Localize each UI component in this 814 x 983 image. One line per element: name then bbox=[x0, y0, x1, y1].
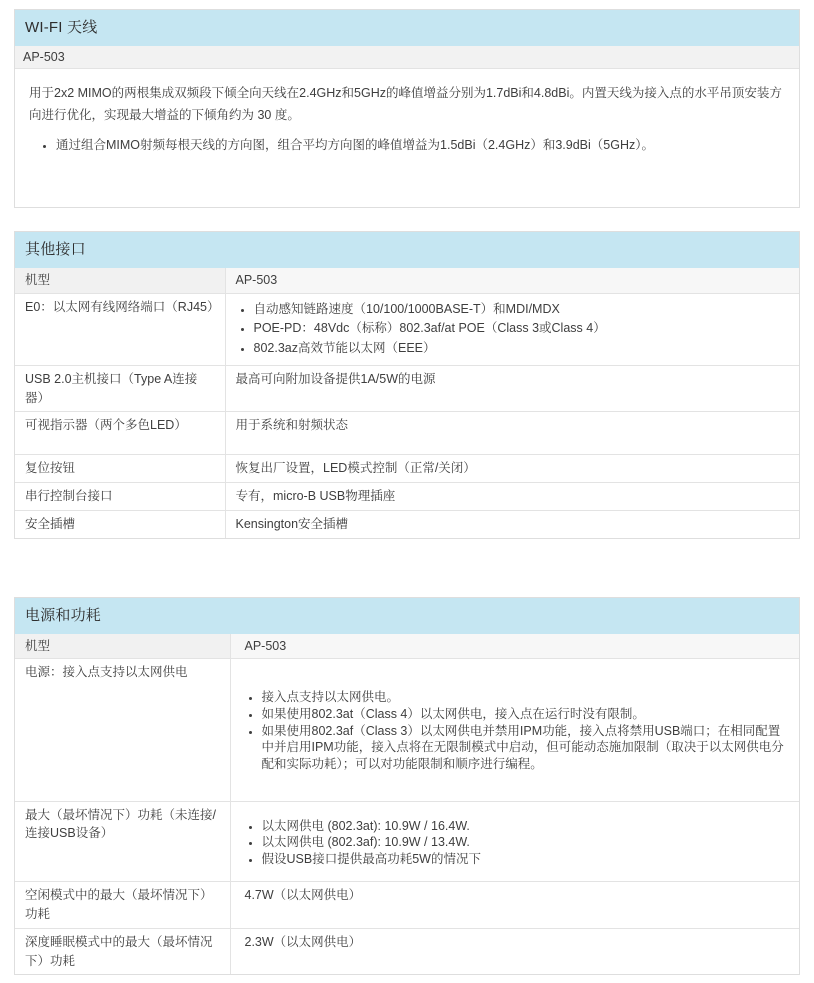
spec-value-cell: Kensington安全插槽 bbox=[225, 510, 799, 537]
section-wifi-antenna bbox=[14, 9, 800, 208]
bullet-item: • 通过组合MIMO射频每根天线的方向图，组合平均方向图的峰值增益为1.5dBi（2.4GHz）和3.9dBi（5GHz）。 bbox=[55, 135, 785, 155]
bullet-item: • 以太网供电 (802.3af): 10.9W / 13.4W. bbox=[261, 834, 790, 851]
power-table bbox=[15, 634, 799, 975]
spec-label-cell: 空闲模式中的最大（最坏情况下）功耗 bbox=[15, 882, 230, 929]
section-title-antenna: WI-FI 天线 bbox=[15, 10, 799, 46]
spec-value-cell bbox=[225, 293, 799, 365]
spec-row bbox=[15, 801, 799, 882]
model-row bbox=[15, 634, 799, 659]
model-label: 机型 bbox=[15, 268, 225, 293]
model-value: AP-503 bbox=[230, 634, 799, 659]
model-label: 机型 bbox=[15, 634, 230, 659]
spec-row bbox=[15, 659, 799, 801]
section-title-power: 电源和功耗 bbox=[15, 598, 799, 634]
spec-label-cell: 电源：接入点支持以太网供电 bbox=[15, 659, 230, 801]
spec-label-cell: 串行控制台接口 bbox=[15, 483, 225, 511]
section-other-interfaces bbox=[14, 231, 800, 539]
bullet-item: • 假设USB接口提供最高功耗5W的情况下 bbox=[261, 851, 790, 868]
section-title-interfaces: 其他接口 bbox=[15, 232, 799, 268]
antenna-bullet-list bbox=[29, 135, 785, 155]
bullet-list bbox=[245, 818, 790, 868]
antenna-model-bar: AP-503 bbox=[15, 46, 799, 69]
bullet-list bbox=[245, 689, 790, 772]
spec-row bbox=[15, 483, 799, 511]
bullet-item: • 802.3az高效节能以太网（EEE） bbox=[253, 339, 790, 358]
spec-row bbox=[15, 928, 799, 974]
spec-label-cell: USB 2.0主机接口（Type A连接器） bbox=[15, 365, 225, 412]
model-row bbox=[15, 268, 799, 293]
spec-value-cell bbox=[230, 659, 799, 801]
spec-label-cell: 深度睡眠模式中的最大（最坏情况下）功耗 bbox=[15, 928, 230, 974]
spec-label-cell: E0：以太网有线网络端口（RJ45） bbox=[15, 293, 225, 365]
bullet-item: • 接入点支持以太网供电。 bbox=[261, 689, 790, 706]
section-power-consumption bbox=[14, 597, 800, 976]
spec-row bbox=[15, 412, 799, 455]
spec-row bbox=[15, 882, 799, 929]
spec-label-cell: 可视指示器（两个多色LED） bbox=[15, 412, 225, 455]
spec-row bbox=[15, 455, 799, 483]
spec-value-cell: 4.7W（以太网供电） bbox=[230, 882, 799, 929]
spec-value-cell: 最高可向附加设备提供1A/5W的电源 bbox=[225, 365, 799, 412]
spec-value-cell: 用于系统和射频状态 bbox=[225, 412, 799, 455]
interfaces-table bbox=[15, 268, 799, 538]
bullet-item: • 自动感知链路速度（10/100/1000BASE-T）和MDI/MDX bbox=[253, 300, 790, 319]
spec-row bbox=[15, 293, 799, 365]
spec-value-cell bbox=[230, 801, 799, 882]
spec-row bbox=[15, 510, 799, 537]
spec-value-cell: 专有，micro-B USB物理插座 bbox=[225, 483, 799, 511]
bullet-item: • 如果使用802.3at（Class 4）以太网供电，接入点在运行时没有限制。 bbox=[261, 706, 790, 723]
spec-label-cell: 安全插槽 bbox=[15, 510, 225, 537]
spec-row bbox=[15, 365, 799, 412]
antenna-body bbox=[15, 69, 799, 207]
spec-value-cell: 2.3W（以太网供电） bbox=[230, 928, 799, 974]
spec-label-cell: 复位按钮 bbox=[15, 455, 225, 483]
bullet-item: • 以太网供电 (802.3at): 10.9W / 16.4W. bbox=[261, 818, 790, 835]
model-value: AP-503 bbox=[225, 268, 799, 293]
bullet-item: • POE-PD：48Vdc（标称）802.3af/at POE（Class 3或Class 4） bbox=[253, 319, 790, 338]
spec-value-cell: 恢复出厂设置，LED模式控制（正常/关闭） bbox=[225, 455, 799, 483]
antenna-description: 用于2x2 MIMO的两根集成双频段下倾全向天线在2.4GHz和5GHz的峰值增益分别为1.7dBi和4.8dBi。内置天线为接入点的水平吊顶安装方向进行优化，实现最大增益的下倾角约为 30 度。 bbox=[29, 86, 782, 123]
bullet-list bbox=[236, 300, 790, 358]
bullet-item: • 如果使用802.3af（Class 3）以太网供电并禁用IPM功能，接入点将禁用USB端口；在相同配置中并启用IPM功能，接入点将在无限制模式中启动，但可能动态施加限制（取决于以太网供电分配和实际功耗）；可以对功能限制和顺序进行编程。 bbox=[261, 723, 790, 773]
spec-label-cell: 最大（最坏情况下）功耗（未连接/连接USB设备） bbox=[15, 801, 230, 882]
